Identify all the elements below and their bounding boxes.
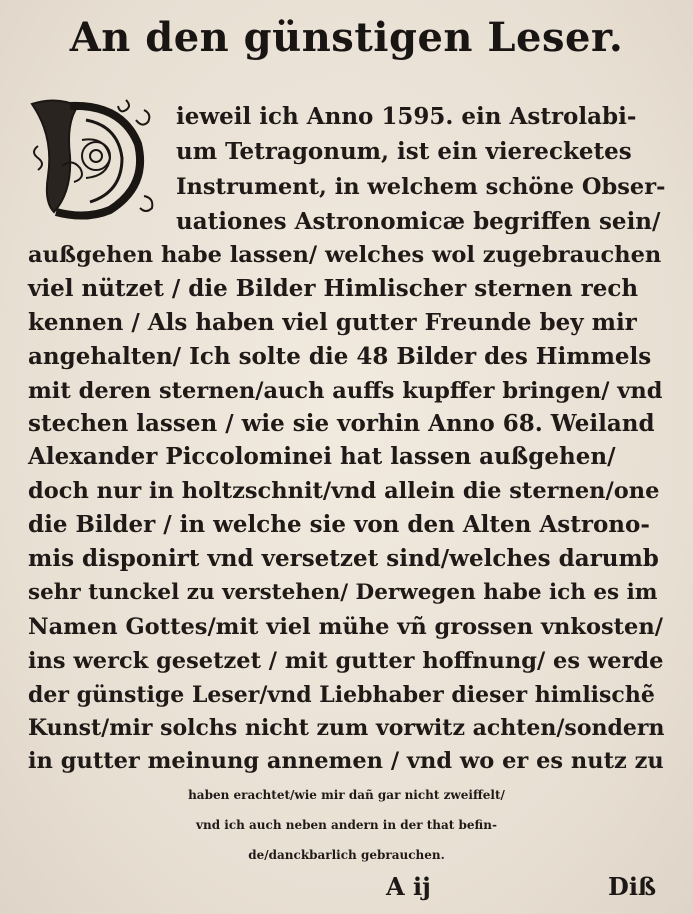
- text-line: vnd ich auch neben andern in der that befin-: [196, 818, 497, 832]
- text-line: sehr tunckel zu verstehen/ Derwegen habe ich es im: [28, 580, 658, 605]
- text-line: uationes Astronomicæ begriffen sein/: [176, 208, 661, 235]
- text-line: haben erachtet/wie mir dañ gar nicht zweiffelt/: [188, 788, 505, 802]
- text-line: außgehen habe lassen/ welches wol zugebrauchen: [28, 242, 662, 268]
- text-line: viel nützet / die Bilder Himlischer sternen rech: [28, 275, 639, 302]
- text-line: in gutter meinung annemen / vnd wo er es nutz zu: [28, 748, 664, 774]
- text-line: angehalten/ Ich solte die 48 Bilder des Himmels: [28, 343, 652, 370]
- text-line: mit deren sternen/auch auffs kupffer bringen/ vnd: [28, 378, 663, 404]
- text-line: kennen / Als haben viel gutter Freunde bey mir: [28, 309, 637, 336]
- signature-mark: A ij: [386, 872, 431, 901]
- text-line: Kunst/mir solchs nicht zum vorwitz achten/sondern: [28, 715, 665, 741]
- text-line: um Tetragonum, ist ein vierecketes: [176, 138, 632, 165]
- text-line: ieweil ich Anno 1595. ein Astrolabi-: [176, 103, 637, 130]
- text-line: die Bilder / in welche sie von den Alten Astrono-: [28, 511, 650, 538]
- text-line: stechen lassen / wie sie vorhin Anno 68. Weiland: [28, 410, 655, 437]
- text-line: der günstige Leser/vnd Liebhaber dieser himlischẽ: [28, 682, 655, 708]
- text-line: doch nur in holtzschnit/vnd allein die sternen/one: [28, 478, 660, 504]
- page-heading: An den günstigen Leser.: [69, 14, 624, 61]
- text-line: Namen Gottes/mit viel mühe vñ grossen vnkosten/: [28, 614, 663, 640]
- text-line: Alexander Piccolominei hat lassen außgehen/: [28, 443, 616, 470]
- decorated-initial-d: [26, 96, 162, 220]
- catchword: Diß: [608, 872, 657, 901]
- text-line: ins werck gesetzet / mit gutter hoffnung/ es werde: [28, 648, 664, 674]
- text-line: de/danckbarlich gebrauchen.: [248, 848, 445, 862]
- text-line: Instrument, in welchem schöne Obser-: [176, 174, 666, 200]
- text-line: mis disponirt vnd versetzet sind/welches darumb: [28, 545, 659, 572]
